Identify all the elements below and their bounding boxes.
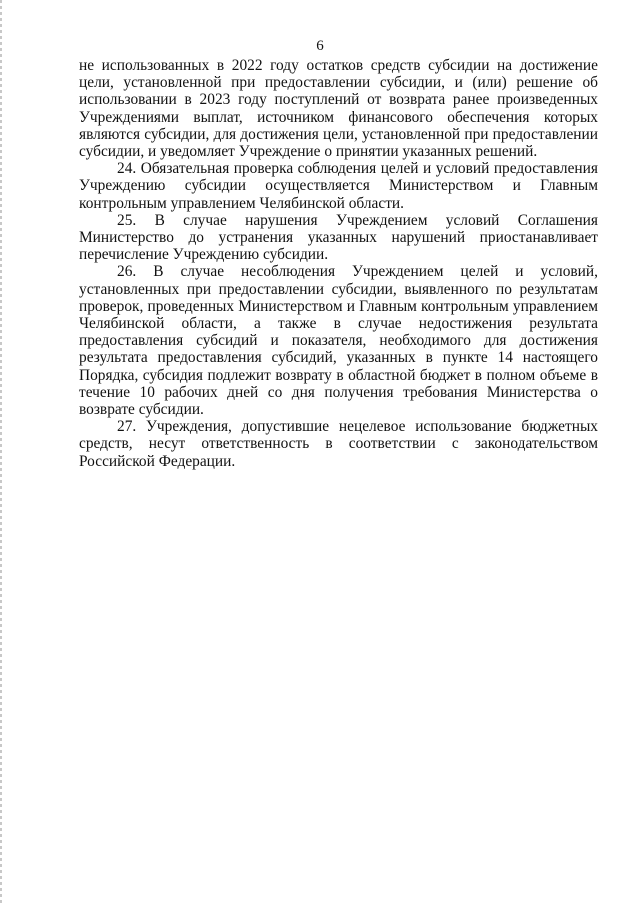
document-body	[79, 57, 598, 470]
paragraph-26: 26. В случае несоблюдения Учреждением целей и условий, установленных при предоставлении субсидии, выявленного по результатам проверок, проведенных Министерством и Главным контрольным управлением Челябинской области, а также в случае недостижения результата предоставления субсидий и показателя, необходимого для достижения результата предоставления субсидий, указанных в пункте 14 настоящего Порядка, субсидия подлежит возврату в областной бюджет в полном объеме в течение 10 рабочих дней со дня получения требования Министерства о возврате субсидии.	[79, 263, 598, 419]
paragraph-25: 25. В случае нарушения Учреждением условий Соглашения Министерство до устранения указанных нарушений приостанавливает перечисление Учреждению субсидии.	[79, 211, 598, 264]
page-edge-marks	[0, 0, 2, 905]
paragraph-24: 24. Обязательная проверка соблюдения целей и условий предоставления Учреждению субсидии осуществляется Министерством и Главным контрольным управлением Челябинской области.	[79, 160, 598, 212]
page-number: 6	[316, 38, 324, 54]
paragraph-continuation: не использованных в 2022 году остатков средств субсидии на достижение цели, установленной при предоставлении субсидии, и (или) решение об использовании в 2023 году поступлений от возврата ранее произведенных Учреждениями выплат, источником финансового обеспечения которых являются субсидии, для достижения цели, установленной при предоставлении субсидии, и уведомляет Учреждение о принятии указанных решений.	[79, 57, 598, 161]
paragraph-27: 27. Учреждения, допустившие нецелевое использование бюджетных средств, несут ответственность в соответствии с законодательством Российской Федерации.	[79, 418, 598, 470]
